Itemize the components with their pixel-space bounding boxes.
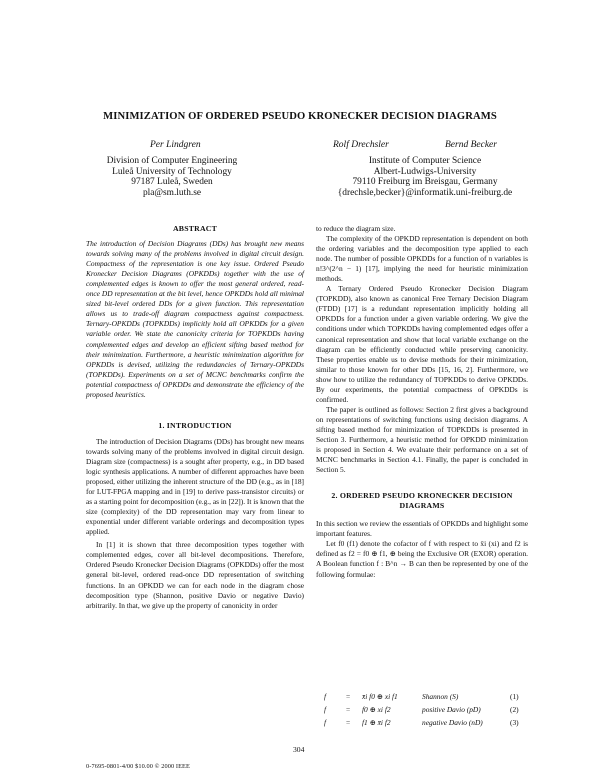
affiliation-line: Albert-Ludwigs-University [373,166,477,177]
equation-rhs: x̄i f0 ⊕ xi f1 [362,692,398,701]
body-paragraph: In this section we review the essentials of OPKDDs and highlight some important features. [316,519,528,539]
paper-title: MINIMIZATION OF ORDERED PSEUDO KRONECKER DECISION DIAGRAMS [103,111,497,122]
equation-lhs: f [324,692,327,701]
equation-lhs: f [324,705,327,714]
equation-block [316,692,528,732]
author-name-3: Bernd Becker [445,140,497,150]
page-number: 304 [293,745,305,754]
abstract-text: The introduction of Decision Diagrams (DDs) has brought new means towards solving many of the problems involved in digital circuit design. Compactness of the representation is one key issue. Ordered Pseudo Kronecker Decision Diagrams (OPKDDs) together with the use of complemented edges is known to offer the most general ordered, read-once DD representation at the bit level, hence OPKDDs hold all minimal sized bit-level ordered DDs for a given function. This representation allows us to trade-off diagram compactness against compactness. Ternary-OPKDDs (TOPKDDs) implicitly hold all OPKDDs for a given variable order. We state the canonicity criteria for TOPKDDs having complemented edges and develop an efficient sifting based method for their minimization. Furthermore, a heuristic minimization algorithm for OPKDDs is devised, utilizing the redundancies of Ternary-OPKDDs (TOPKDDs). Experiments on a set of MCNC benchmarks confirm the potential compactness of OPKDDs and demonstrate the efficiency of the proposed heuristics. [86,239,304,399]
equation-label: negative Davio (nD) [422,718,483,727]
equation-equals: = [346,692,351,701]
equation-equals: = [346,718,351,727]
body-paragraph: A Ternary Ordered Pseudo Kronecker Decision Diagram (TOPKDD), also known as canonical Free Ternary Decision Diagram (FTDD) [17] is a redundant representation implicitly holding all OPKDDs for a function under a given variable ordering. We give the conditions under which TOPKDDs having complemented edges offer a canonical representation and show that local variable exchange on the diagram can be efficiently conducted while preserving canonicity. These properties enable us to devise methods for their minimization, similar to those known for other DDs [15, 16, 2]. Furthermore, we show how to utilize the redundancy of TOPKDDs to derive OPKDDs. By our experiments, the potential compactness of OPKDDs is confirmed. [316,284,528,404]
equation-row [316,692,528,703]
author-email: pla@sm.luth.se [142,187,202,198]
affiliation-line: Institute of Computer Science [368,156,482,166]
affiliation-line: Division of Computer Engineering [106,156,238,166]
equation-equals: = [346,705,351,714]
equation-row [316,705,528,716]
equation-number: (3) [510,718,519,727]
section-heading-introduction: 1. INTRODUCTION [158,420,232,430]
body-paragraph: to reduce the diagram size. [316,224,396,233]
affiliation-line: Luleå University of Technology [112,166,232,177]
intro-paragraph: The introduction of Decision Diagrams (DDs) has brought new means towards solving many of the problems involved in digital circuit design. Diagram size (compactness) is a sought after property, e.g., in DD based logic synthesis applications. A number of different approaches have been proposed, either utilizing the inherent structure of the DD (e.g., as in [18] for LUT-FPGA mapping and in [19] to derive pass-transistor circuits) or as a starting point for decomposition (e.g., as in [22]). It is known that the size (complexity) of the DD representation may vary from linear to exponential under different variable orderings and decomposition types applied. [86,436,304,537]
equation-number: (1) [510,692,519,701]
footer-copyright: 0-7695-0801-4/00 $10.00 © 2000 IEEE [86,763,190,770]
body-paragraph: Let f0 (f1) denote the cofactor of f with respect to x̄i (xi) and f2 is defined as f2 = f0 ⊕ f1, ⊕ being the Exclusive OR (EXOR) operation. A Boolean function f : B^n → B can then be represented by one of the following formulae: [316,539,528,579]
equation-row [316,718,528,729]
equation-lhs: f [324,718,327,727]
affiliation-line: 97187 Luleå, Sweden [131,177,213,188]
affiliation-2 [300,156,550,198]
equation-label: Shannon (S) [422,692,459,701]
section-heading-opkdd: 2. ORDERED PSEUDO KRONECKER DECISION DIAGRAMS [331,491,513,511]
author-name-1: Per Lindgren [150,140,201,150]
body-paragraph: The paper is outlined as follows: Section 2 first gives a background on representations of switching functions using decision diagrams. A sifting based method for minimization of TOPKDDs is presented in Section 3. Furthermore, a heuristic method for OPKDD minimization is proposed in Section 4. We evaluate their performance on a set of MCNC benchmarks in Section 4.1. Finally, the paper is concluded in Section 5. [316,404,528,475]
affiliation-1 [92,156,252,198]
equation-rhs: f0 ⊕ xi f2 [362,705,391,714]
author-name-2: Rolf Drechsler [333,140,389,150]
abstract-heading: ABSTRACT [172,224,218,233]
intro-paragraph: In [1] it is shown that three decomposition types together with complemented edges, cover all bit-level decompositions. Therefore, Ordered Pseudo Kronecker Decision Diagrams (OPKDDs) offer the most general bit-level, ordered read-once DD representation of switching functions. In an OPKDD we can for each node in the diagram chose decomposition type (Shannon, positive Davio or negative Davio) arbitrarily. In that, we give up the property of canonicity in order [86,540,304,610]
equation-label: positive Davio (pD) [422,705,481,714]
left-column [86,224,304,611]
equation-number: (2) [510,705,519,714]
right-column [316,224,528,580]
body-paragraph: The complexity of the OPKDD representation is dependent on both the ordering variables and the decomposition type applied to each node. The number of possible OPKDDs for a function of n variables is n!3^(2^n − 1) [17], implying the need for heuristic minimization methods. [316,234,528,284]
affiliation-line: 79110 Freiburg im Breisgau, Germany [352,177,498,188]
author-email: {drechsle,becker}@informatik.uni-freiburg.de [337,187,513,198]
equation-rhs: f1 ⊕ x̄i f2 [362,718,391,727]
